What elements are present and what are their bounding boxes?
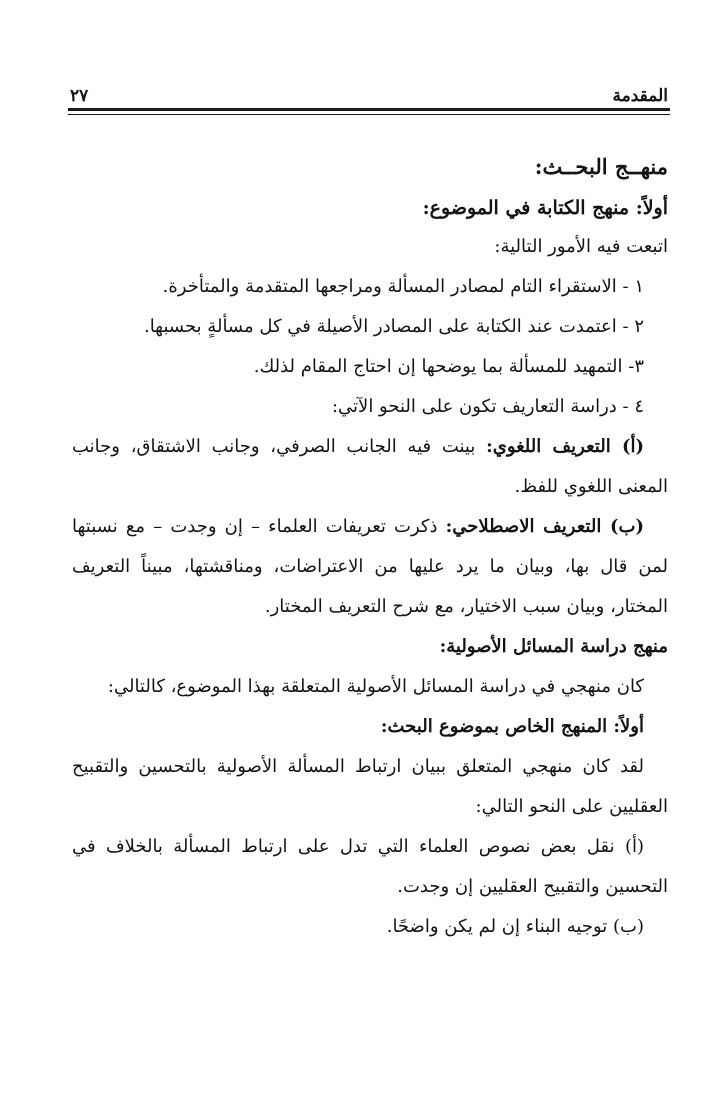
definition-a-label: (أ) التعريف اللغوي:	[486, 436, 644, 457]
intro-line: اتبعت فيه الأمور التالية:	[494, 236, 668, 257]
definition-b-line-1	[72, 510, 668, 550]
definition-a-line-1	[72, 430, 668, 470]
issues-heading: منهج دراسة المسائل الأصولية:	[439, 636, 668, 657]
header-rule-thin	[68, 114, 670, 115]
list-item-3: ٣- التمهيد للمسألة بما يوضحها إن احتاج المقام لذلك.	[253, 356, 644, 377]
list-item-1: ١ - الاستقراء التام لمصادر المسألة ومراجعها المتقدمة والمتأخرة.	[162, 276, 644, 297]
special-text-line-2: العقليين على النحو التالي:	[475, 796, 668, 817]
special-a-line-1: (أ) نقل بعض نصوص العلماء التي تدل على ارتباط المسألة بالخلاف في	[72, 836, 644, 857]
special-a-line-2: التحسين والتقبيح العقليين إن وجدت.	[397, 876, 668, 897]
writing-method-heading: أولاً: منهج الكتابة في الموضوع:	[422, 197, 668, 219]
list-item-4: ٤ - دراسة التعاريف تكون على النحو الآتي:	[331, 396, 644, 417]
definition-b-label: (ب) التعريف الاصطلاحي:	[445, 516, 644, 537]
special-b-line: (ب) توجيه البناء إن لم يكن واضحًا.	[386, 916, 644, 937]
page-body	[72, 150, 668, 950]
main-heading: منهــج البحــث:	[534, 154, 668, 179]
definition-a-line-2: المعنى اللغوي للفظ.	[514, 476, 668, 497]
header-rule-thick	[68, 108, 670, 111]
special-text-line-1: لقد كان منهجي المتعلق ببيان ارتباط المسألة الأصولية بالتحسين والتقبيح	[72, 756, 644, 777]
running-header	[70, 82, 668, 106]
definition-b-line-2: لمن قال بها، وبيان ما يرد عليها من الاعتراضات، ومناقشتها، مبيناً التعريف	[72, 556, 668, 577]
special-heading: أولاً: المنهج الخاص بموضوع البحث:	[380, 716, 644, 737]
issues-intro: كان منهجي في دراسة المسائل الأصولية المتعلقة بهذا الموضوع، كالتالي:	[107, 676, 644, 697]
list-item-2: ٢ - اعتمدت عند الكتابة على المصادر الأصيلة في كل مسألةٍ بحسبها.	[143, 316, 644, 337]
definition-b-text-1: ذكرت تعريفات العلماء – إن وجدت – مع نسبتها	[72, 516, 438, 537]
definition-a-text-1: بينت فيه الجانب الصرفي، وجانب الاشتقاق، وجانب	[72, 436, 476, 457]
page-number: ٢٧	[70, 86, 89, 106]
running-title: المقدمة	[612, 86, 668, 106]
definition-b-line-3: المختار، وبيان سبب الاختيار، مع شرح التعريف المختار.	[264, 596, 668, 617]
